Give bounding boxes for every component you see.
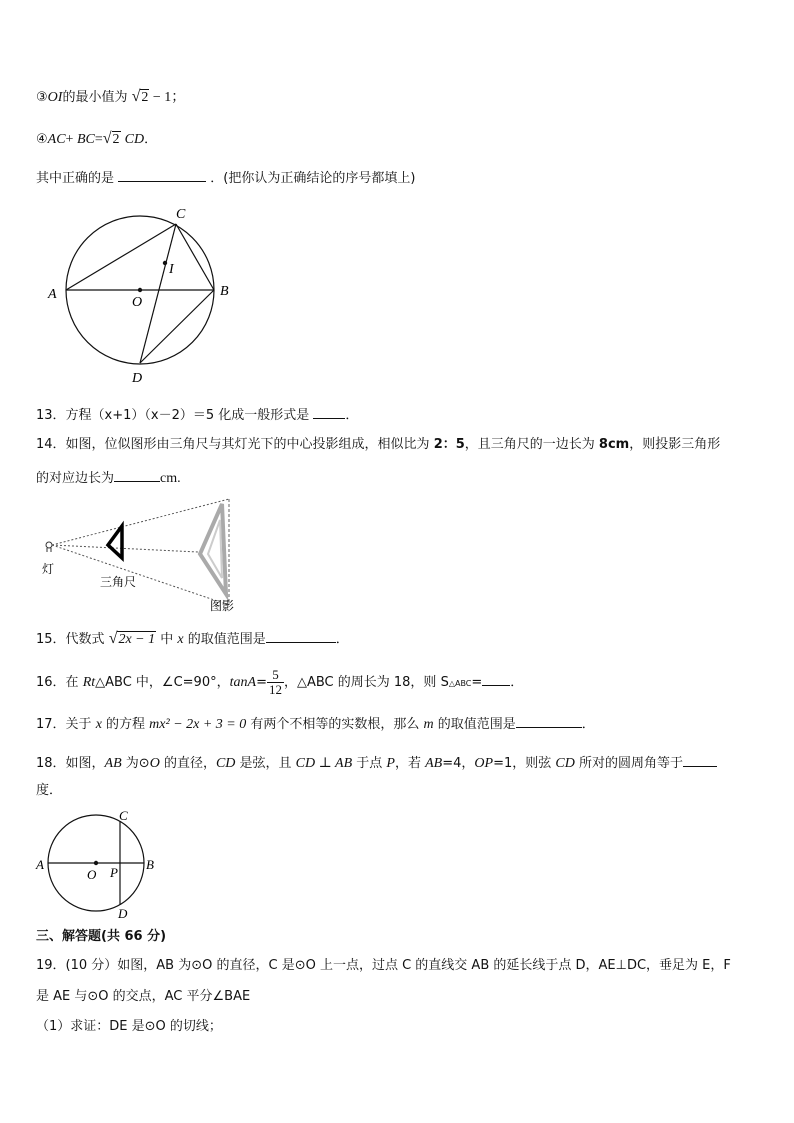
q17-equation: mx² − 2x + 3 = 0 (149, 717, 247, 732)
fig3-label-d: D (118, 906, 128, 920)
fig2-label-lamp: 灯 (42, 562, 55, 576)
fig1-chord-cb (176, 224, 214, 290)
q16-text-c: ，△ABC 的周长为 18，则 S (283, 675, 449, 690)
q16-fraction (267, 668, 284, 697)
figure-1-circle-diagram (40, 200, 240, 390)
question-14-line-1 (36, 436, 720, 454)
fig3-label-o: O (87, 867, 97, 882)
item-4-sqrt: √2 (102, 130, 120, 147)
q18-text-d: 是弦，且 (235, 756, 296, 771)
q17-answer-blank[interactable] (516, 713, 582, 728)
q16-subscript: △ABC (448, 679, 472, 688)
q13-end: ． (345, 408, 359, 423)
item-4-ac: AC (47, 132, 66, 147)
item-4-eq: = (94, 132, 103, 147)
q18-text-i: 所对的圆周角等于 (574, 756, 683, 771)
item-4-sqrt-value: 2 (112, 132, 120, 147)
q16-fraction-num: 5 (267, 668, 284, 683)
q15-var: x (177, 632, 184, 647)
fig1-label-b: B (220, 284, 229, 299)
fig2-ray-top (52, 499, 229, 545)
q17-text-b: 的方程 (101, 717, 150, 732)
item-3-text-b: − 1； (149, 90, 186, 105)
q18-cd-2: CD (555, 756, 575, 771)
prompt-text-b: ．(把你认为正确结论的序号都填上) (210, 171, 416, 186)
q14-line2-b: cm. (160, 471, 181, 486)
question-13 (36, 404, 358, 425)
item-3-var: OI (47, 90, 63, 105)
q18-text-e: 于点 (352, 756, 387, 771)
q15-sqrt: √2x − 1 (108, 630, 156, 647)
q16-text-a: 16．在 (36, 675, 83, 690)
q18-text-h: =1，则弦 (493, 756, 556, 771)
q13-text: 13．方程（x+1）（x－2）＝5 化成一般形式是 (36, 408, 310, 423)
item-3-text-a: 的最小值为 (62, 90, 128, 105)
q18-text-c: 的直径， (159, 756, 216, 771)
item-3 (36, 88, 185, 107)
item-3-sqrt: √2 (131, 88, 149, 105)
section-3-title: 三、解答题(共 66 分) (36, 929, 167, 944)
question-14-line-2 (36, 467, 181, 488)
q18-answer-blank[interactable] (683, 752, 717, 767)
question-16 (36, 668, 523, 699)
item-3-number: ③ (36, 90, 48, 105)
fig1-label-d: D (132, 371, 143, 386)
q17-var: x (95, 717, 102, 732)
q18-p: P (386, 756, 395, 771)
q15-text-a: 15．代数式 (36, 632, 109, 647)
q14-line1-c: ，则投影三角形 (629, 437, 721, 452)
q13-answer-blank[interactable] (313, 404, 345, 419)
fig1-label-o: O (132, 295, 143, 310)
item-4 (36, 130, 157, 149)
prompt-line (36, 167, 415, 188)
figure-2-projection-diagram (38, 494, 258, 614)
item-4-bc: BC (76, 132, 95, 147)
q18-cd: CD (215, 756, 236, 771)
fig3-label-b: B (146, 857, 154, 872)
q17-text-c: 有两个不相等的实数根，那么 (246, 717, 424, 732)
q14-line2-a: 的对应边长为 (36, 471, 115, 486)
fig3-label-p: P (110, 865, 118, 880)
q17-end: ． (581, 717, 595, 732)
fig2-lamp-icon (46, 542, 52, 548)
q14-line1-a: 14．如图，位似图形由三角尺与其灯光下的中心投影组成，相似比为 (36, 437, 434, 452)
q18-op: OP (474, 756, 494, 771)
q16-text-d: = (471, 675, 483, 690)
prompt-answer-blank[interactable] (118, 167, 206, 182)
q18-text-f: ，若 (394, 756, 426, 771)
question-19-line-1: 19．(10 分）如图，AB 为⊙O 的直径，C 是⊙O 上一点，过点 C 的直线交 AB 的延长线于点 D，AE⊥DC，垂足为 E，F (36, 958, 731, 973)
q18-text-a: 18．如图， (36, 756, 105, 771)
question-18-line-2 (36, 782, 62, 800)
item-4-plus: + (65, 132, 77, 147)
fig2-ray-middle (52, 545, 198, 552)
q15-text-c: 的取值范围是 (183, 632, 266, 647)
prompt-text-a: 其中正确的是 (36, 171, 115, 186)
fig1-label-c: C (176, 207, 186, 222)
q16-end: ． (510, 675, 524, 690)
q17-text-a: 17．关于 (36, 717, 96, 732)
fig2-ray-bottom (52, 545, 229, 605)
fig1-label-i: I (169, 262, 174, 277)
item-4-end: ． (144, 132, 158, 147)
question-19-line-2: 是 AE 与⊙O 的交点，AC 平分∠BAE (36, 989, 251, 1004)
q18-ab-2: AB (425, 756, 443, 771)
item-4-number: ④ (36, 132, 48, 147)
q14-line1-b: ，且三角尺的一边长为 (464, 437, 599, 452)
fig1-label-a: A (48, 287, 57, 302)
q18-text-g: =4， (442, 756, 475, 771)
q16-answer-blank[interactable] (482, 671, 510, 686)
fig2-triangle-ruler (108, 526, 122, 558)
fig1-chord-db (140, 290, 214, 363)
q15-answer-blank[interactable] (266, 628, 336, 643)
q14-answer-blank[interactable] (114, 467, 160, 482)
q16-rt: Rt (82, 675, 96, 690)
question-18-line-1 (36, 752, 717, 773)
question-19-part-1: （1）求证：DE 是⊙O 的切线； (36, 1019, 222, 1034)
q15-text-b: 中 (156, 632, 178, 647)
item-3-sqrt-value: 2 (141, 90, 149, 105)
q18-perp: CD ⊥ AB (295, 756, 353, 771)
q18-ab: AB (104, 756, 122, 771)
question-17 (36, 713, 595, 734)
fig2-label-shadow: 图影 (210, 599, 235, 613)
fig3-label-a: A (36, 857, 44, 872)
q16-text-b: △ABC 中，∠C=90°， (95, 675, 230, 690)
q14-ratio: 2：5 (433, 437, 465, 452)
q18-line-2: 度． (36, 783, 63, 798)
question-15 (36, 628, 349, 649)
q18-text-b: 为⊙ (121, 756, 150, 771)
q17-m: m (423, 717, 434, 732)
fig1-chord-ac (66, 224, 176, 290)
item-4-cd: CD (124, 132, 145, 147)
q16-tan: tanA (229, 675, 257, 690)
q15-end: ． (335, 632, 349, 647)
q18-o: O (149, 756, 160, 771)
fig2-label-ruler: 三角尺 (100, 575, 137, 589)
fig1-point-i (163, 261, 167, 265)
fig2-shadow-triangle (200, 504, 226, 594)
fig1-point-o (138, 288, 142, 292)
figure-3-circle-diagram (30, 806, 170, 920)
q14-length: 8cm (598, 437, 630, 452)
fig1-chord-cd (140, 224, 176, 363)
q16-eq: = (256, 675, 267, 690)
q17-text-d: 的取值范围是 (433, 717, 516, 732)
q16-fraction-den: 12 (268, 682, 282, 697)
q15-sqrt-expr: 2x − 1 (118, 632, 156, 647)
fig3-point-o (94, 861, 98, 865)
fig3-label-c: C (119, 808, 128, 823)
